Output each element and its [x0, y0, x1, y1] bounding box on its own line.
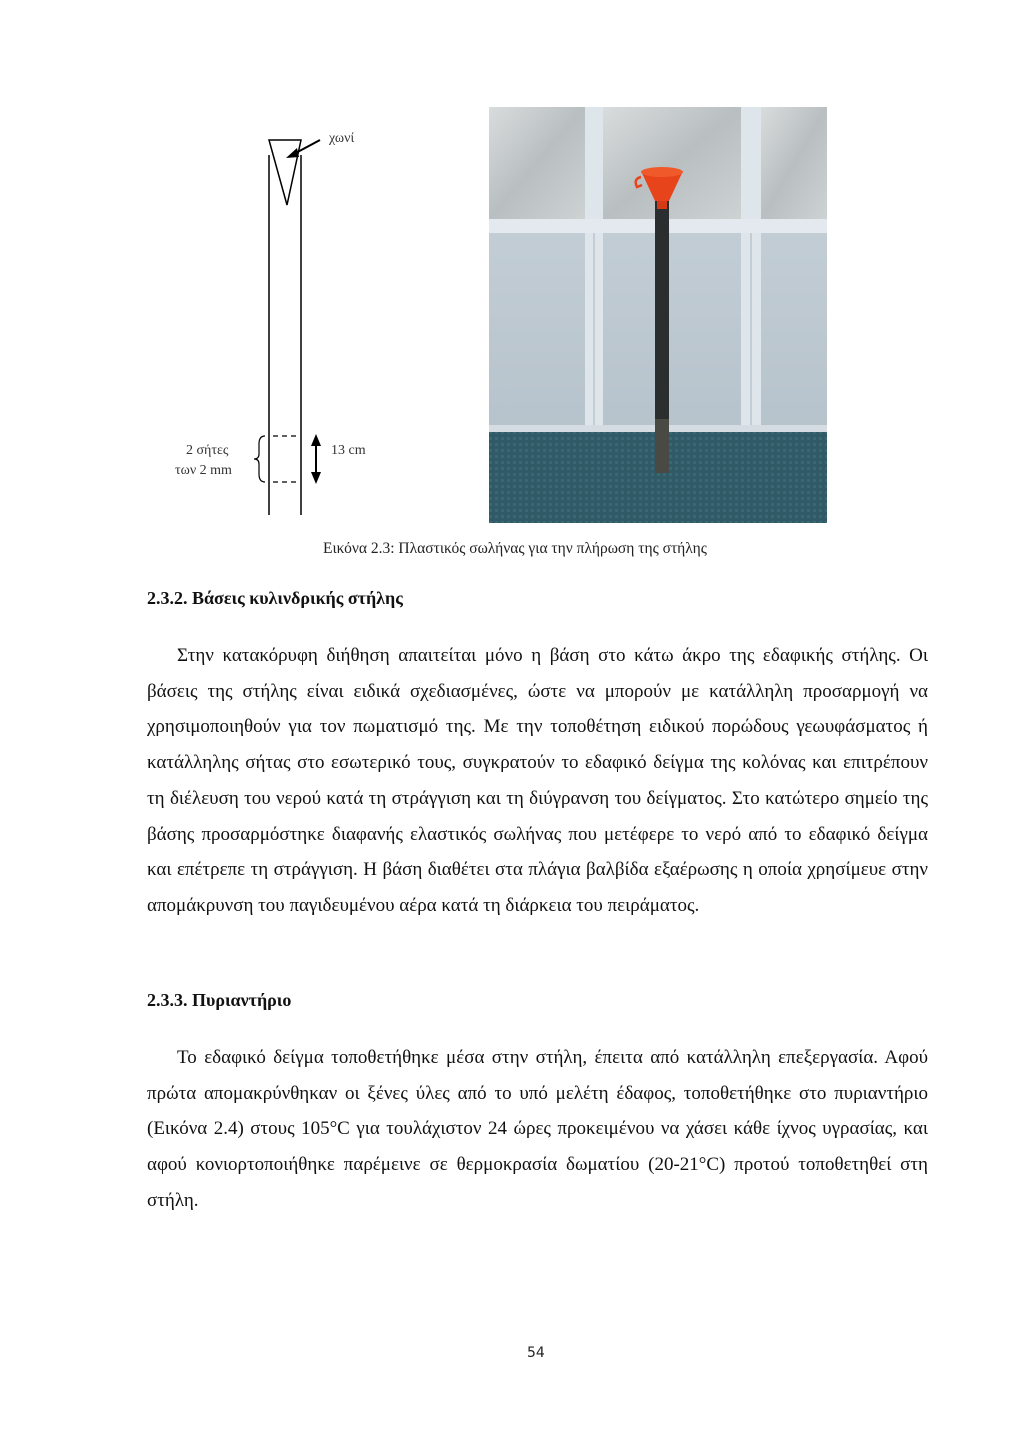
sieves-label-line2: των 2 mm — [175, 463, 232, 478]
window-left — [489, 107, 585, 219]
length-label: 13 cm — [331, 443, 366, 458]
section-heading-2-3-2: 2.3.2. Βάσεις κυλινδρικής στήλης — [147, 588, 403, 608]
column-sketch — [150, 120, 390, 520]
column-photo — [489, 107, 827, 523]
section-2-3-3-paragraph — [147, 1040, 928, 1219]
section-2-3-2-paragraph-text: Στην κατακόρυφη διήθηση απαιτείται μόνο η βάση στο κάτω άκρο της εδαφικής στήλης. Οι βάσεις της στήλης είναι ειδικά σχεδιασμένες, ώστε να μπορούν με κατάλληλη προσαρμογή να χρησιμοποιηθούν για τον πωματισμό της. Με την τοποθέτηση ειδικού πορώδους γεωυφάσματος ή κατάλληλης σήτας στο εσωτερικό τους, συγκρατούν το εδαφικό δείγμα της κολόνας και επιτρέπουν τη διέλευση του νερού κατά τη στράγγιση και τη διύγρανση του δείγματος. Στο κατώτερο σημείο της βάσης προσαρμόστηκε διαφανής ελαστικός σωλήνας που μετέφερε το νερό από το εδαφικό δείγμα και επέτρεπε τη στράγγιση. Η βάση διαθέτει στα πλάγια βαλβίδα εξαέρωσης η οποία χρησίμευε στην απομάκρυνση του παγιδευμένου αέρα κατά τη διάρκεια του πειράματος. — [147, 645, 928, 916]
section-heading-2-3-3: 2.3.3. Πυριαντήριο — [147, 990, 292, 1010]
window-middle — [603, 107, 741, 219]
window-right — [761, 107, 827, 219]
sieves-brace — [254, 436, 265, 482]
page-number: 54 — [527, 1345, 545, 1361]
figure-caption: Εικόνα 2.3: Πλαστικός σωλήνας για την πλήρωση της στήλης — [323, 540, 707, 557]
length-arrowhead-up — [311, 434, 321, 446]
section-2-3-2-paragraph — [147, 638, 928, 924]
length-arrowhead-down — [311, 472, 321, 484]
section-2-3-3-paragraph-text: Το εδαφικό δείγμα τοποθετήθηκε μέσα στην στήλη, έπειτα από κατάλληλη επεξεργασία. Αφού πρώτα απομακρύνθηκαν οι ξένες ύλες από το υπό μελέτη έδαφος, τοποθετήθηκε στο πυριαντήριο (Εικόνα 2.4) στους 105°C για τουλάχιστον 24 ώρες προκειμένου να χάσει κάθε ίχνος υγρασίας, και αφού κονιορτοποιήθηκε παρέμεινε σε θερμοκρασία δωματίου (20-21°C) προτού τοποθετηθεί στη στήλη. — [147, 1047, 928, 1211]
sieves-label-line1: 2 σήτες — [186, 443, 229, 458]
funnel-label: χωνί — [329, 131, 355, 146]
